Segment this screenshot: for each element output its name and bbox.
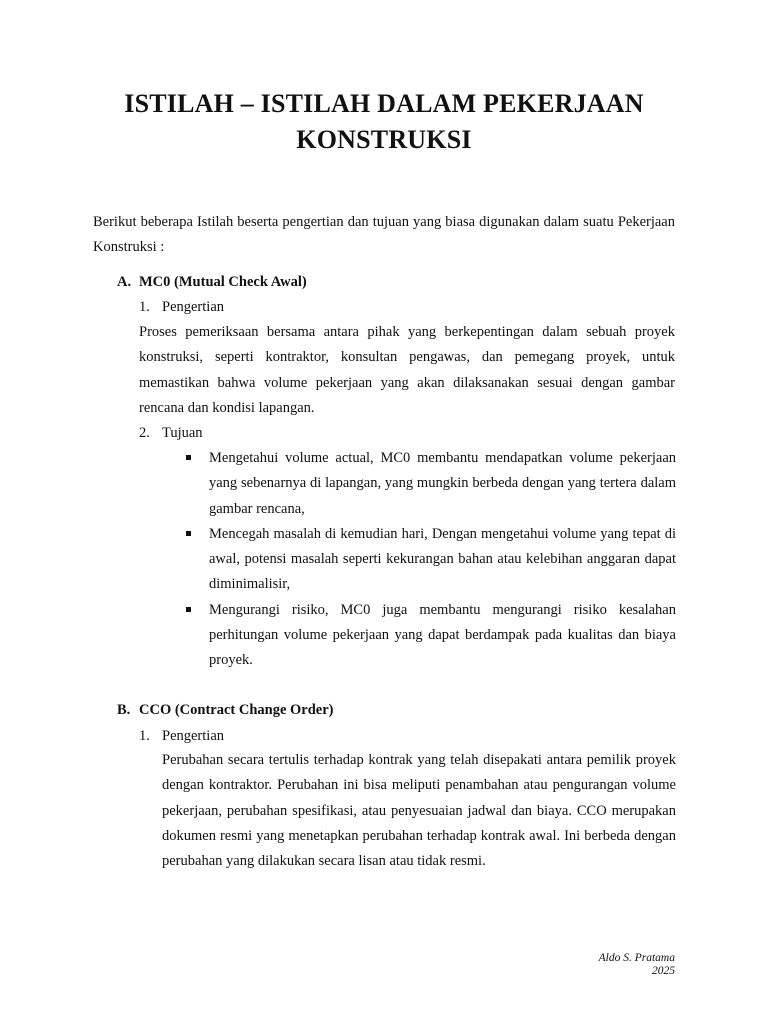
- section-a-pengertian-number: 1.: [139, 299, 150, 315]
- section-a-tujuan-list: [186, 446, 676, 674]
- title-line-1: ISTILAH – ISTILAH DALAM PEKERJAAN: [124, 89, 644, 118]
- tujuan-item-text: Mengurangi risiko, MC0 juga membantu mengurangi risiko kesalahan perhitungan volume pekerjaan yang dapat berdampak pada kualitas dan biaya proyek.: [209, 601, 676, 669]
- section-b-heading: [117, 698, 334, 723]
- section-b-pengertian-number: 1.: [139, 728, 150, 744]
- list-item: [186, 598, 676, 674]
- section-a-letter: A.: [117, 274, 132, 290]
- section-a-heading: [117, 270, 307, 295]
- section-b-title: CCO (Contract Change Order): [139, 702, 334, 718]
- section-b-pengertian-heading: [139, 724, 224, 749]
- title-line-2: KONSTRUKSI: [296, 125, 472, 154]
- section-a-pengertian-text: Proses pemeriksaan bersama antara pihak yang berkepentingan dalam sebuah proyek konstruksi, seperti kontraktor, konsultan pengawas, dan pemegang proyek, untuk memastikan bahwa volume pekerjaan yang akan dilaksanakan sesuai dengan gambar rencana dan kondisi lapangan.: [139, 324, 675, 416]
- section-a-tujuan-number: 2.: [139, 425, 150, 441]
- footer-year: 2025: [652, 965, 675, 977]
- page-footer: [599, 952, 675, 978]
- square-bullet-icon: [186, 531, 191, 536]
- footer-author: Aldo S. Pratama: [598, 952, 675, 964]
- square-bullet-icon: [186, 607, 191, 612]
- section-a-title: MC0 (Mutual Check Awal): [139, 274, 307, 290]
- section-b-pengertian-label: Pengertian: [162, 728, 225, 744]
- list-item: [186, 446, 676, 522]
- section-a-pengertian-heading: [139, 295, 224, 320]
- section-a-pengertian-label: Pengertian: [162, 299, 225, 315]
- section-b-letter: B.: [117, 702, 131, 718]
- document-title: [60, 86, 708, 158]
- tujuan-item-text: Mengetahui volume actual, MC0 membantu mendapatkan volume pekerjaan yang sebenarnya di lapangan, yang mungkin berbeda dengan yang tertera dalam gambar rencana,: [209, 450, 676, 517]
- section-a-tujuan-heading: [139, 421, 203, 446]
- tujuan-item-text: Mencegah masalah di kemudian hari, Dengan mengetahui volume yang tepat di awal, potensi masalah seperti kekurangan bahan atau kelebihan anggaran dapat diminimalisir,: [209, 525, 676, 593]
- intro-paragraph: Berikut beberapa Istilah beserta pengertian dan tujuan yang biasa digunakan dalam suatu Pekerjaan Konstruksi :: [93, 214, 675, 255]
- list-item: [186, 522, 676, 598]
- section-b-pengertian-text: Perubahan secara tertulis terhadap kontrak yang telah disepakati antara pemilik proyek dengan kontraktor. Perubahan ini bisa meliputi penambahan atau pengurangan volume pekerjaan, perubahan spesifikasi, atau penyesuaian jadwal dan biaya. CCO merupakan dokumen resmi yang menetapkan perubahan terhadap kontrak awal. Ini berbeda dengan perubahan yang dilakukan secara lisan atau tidak resmi.: [162, 752, 676, 870]
- square-bullet-icon: [186, 455, 191, 460]
- section-a-tujuan-label: Tujuan: [162, 425, 203, 441]
